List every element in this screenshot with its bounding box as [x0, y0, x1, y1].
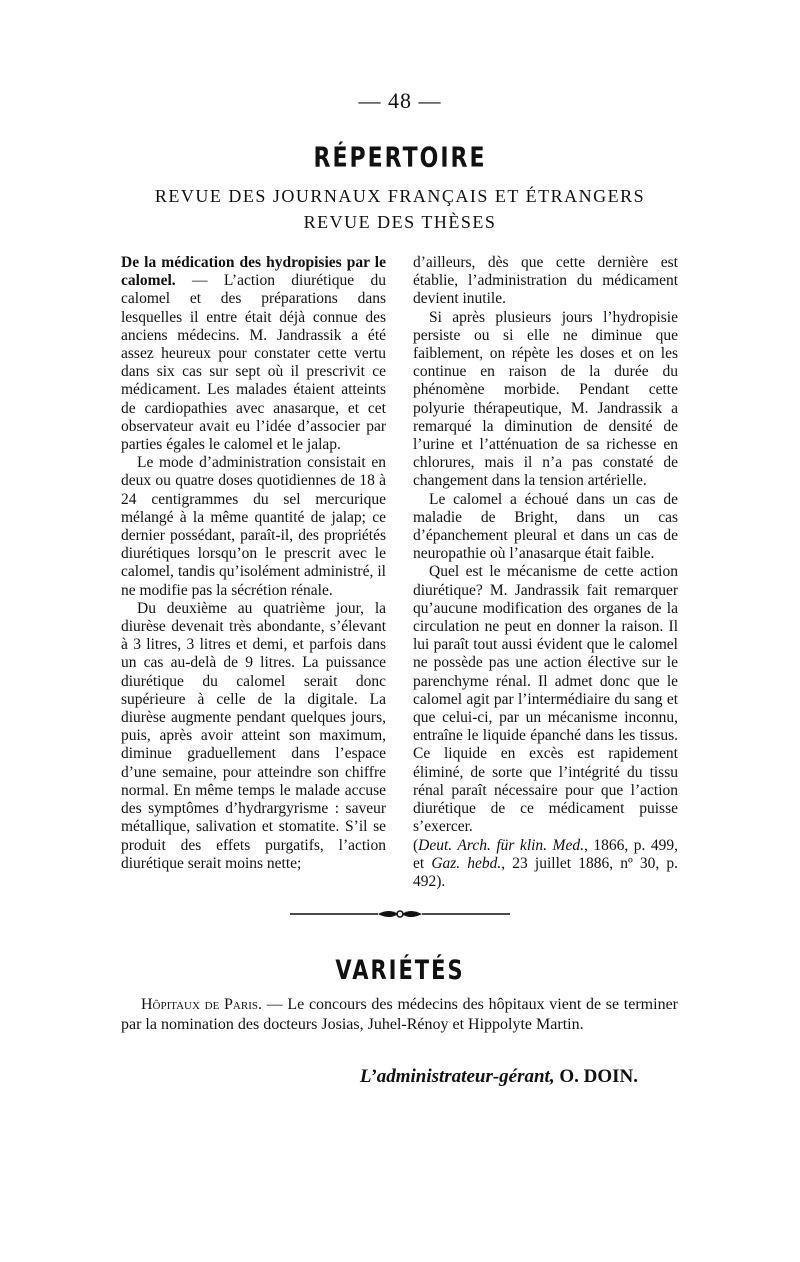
left-column [121, 254, 386, 873]
article-paragraph: Si après plusieurs jours l’hydropisie persiste ou si elle ne diminue que faiblement, on répète les doses et on les continue en raison de la durée du phénomène morbide. Pendant cette polyurie thérapeutique, M. Jandrassik a remarqué la diminution de densité de l’urine et l’atténuation de sa richesse en chlorures, mais il n’a pas constaté de changement dans la tension artérielle. [413, 308, 678, 490]
signature-name: O. DOIN. [559, 1066, 638, 1087]
varietes-paragraph: Hôpitaux de Paris. — Le concours des médecins des hôpitaux vient de se terminer par la nomination des docteurs Josias, Juhel-Rénoy et Hippolyte Martin. [121, 996, 678, 1033]
article-source: (Deut. Arch. für klin. Med., 1866, p. 499, et Gaz. hebd., 23 juillet 1886, nº 30, p. 492). [413, 836, 679, 890]
page-number: — 48 — [358, 88, 442, 113]
article-paragraph: d’ailleurs, dès que cette dernière est établie, l’administration du médicament devient inutile. [413, 254, 678, 308]
section-subtitle: REVUE DES JOURNAUX FRANÇAIS ET ÉTRANGERS [154, 186, 646, 206]
right-column [413, 254, 678, 891]
article-text: — L’action diurétique du calomel et des préparations dans lesquelles il entre était déjà connue des anciens médecins. M. Jandrassik a été assez heureux pour constater cette vertu dans six cas sur sept où il prescrivit ce médicament. Les malades étaient atteints de cardiopathies avec anasarque, et cet observateur avait eu l’idée d’associer par parties égales le calomel et le jalap. [121, 272, 386, 454]
article-paragraph [121, 254, 386, 454]
varietes-text [121, 995, 678, 1035]
varietes-title: VARIÉTÉS [335, 955, 465, 985]
section-title: RÉPERTOIRE [313, 142, 487, 175]
varietes-lead: Hôpitaux de Paris. [141, 996, 262, 1013]
article-paragraph: Du deuxième au quatrième jour, la diurèse devenait très abondante, s’élevant à 3 litres, 3 litres et demi, et parfois dans un cas au-delà de 9 litres. La puissance diurétique du calomel serait donc supérieure à celle de la digitale. La diurèse augmente pendant quelques jours, puis, après avoir atteint son maximum, diminue graduellement dans l’espace d’une semaine, pour atteindre son chiffre normal. En même temps le malade accuse des symptômes d’hydrargyrisme : saveur métallique, salivation et stomatite. S’il se produit des effets purgatifs, l’action diurétique serait moins nette; [121, 599, 386, 872]
ornamental-divider [290, 907, 510, 921]
signature-role: L’administrateur-gérant, [359, 1066, 555, 1087]
article-paragraph: Le calomel a échoué dans un cas de maladie de Bright, dans un cas d’épanchement pleural et dans un cas de neuropathie où l’anasarque était faible. [413, 490, 678, 563]
signature [360, 1066, 638, 1088]
article-paragraph: Le mode d’administration consistait en deux ou quatre doses quotidiennes de 18 à 24 centigrammes du sel mercurique mélangé à la même quantité de jalap; ce dernier possédant, paraît-il, des propriétés diurétiques lorsqu’on le prescrit avec le calomel, tandis qu’isolément administré, il ne modifie pas la sécrétion rénale. [121, 454, 386, 599]
journal-name: Deut. Arch. für klin. Med. [418, 836, 584, 854]
section-subtitle-theses: REVUE DES THÈSES [303, 212, 497, 232]
article-paragraph: Quel est le mécanisme de cette action diurétique? M. Jandrassik fait remarquer qu’aucune modification des organes de la circulation ne peut en donner la raison. Il lui paraît tout aussi évident que le calomel ne possède pas une action élective sur le parenchyme rénal. Il admet donc que le calomel agit par l’intermédiaire du sang et que celui-ci, par un mécanisme inconnu, entraîne le liquide épanché dans les tissus. Ce liquide en excès est rapidement éliminé, de sorte que l’intégrité du tissu rénal paraît nécessaire pour que l’action diurétique de ce médicament puisse s’exercer. [413, 563, 678, 836]
article-heading: De la médication des hydropisies par le calomel. [121, 254, 386, 290]
journal-name: Gaz. hebd. [431, 854, 502, 872]
